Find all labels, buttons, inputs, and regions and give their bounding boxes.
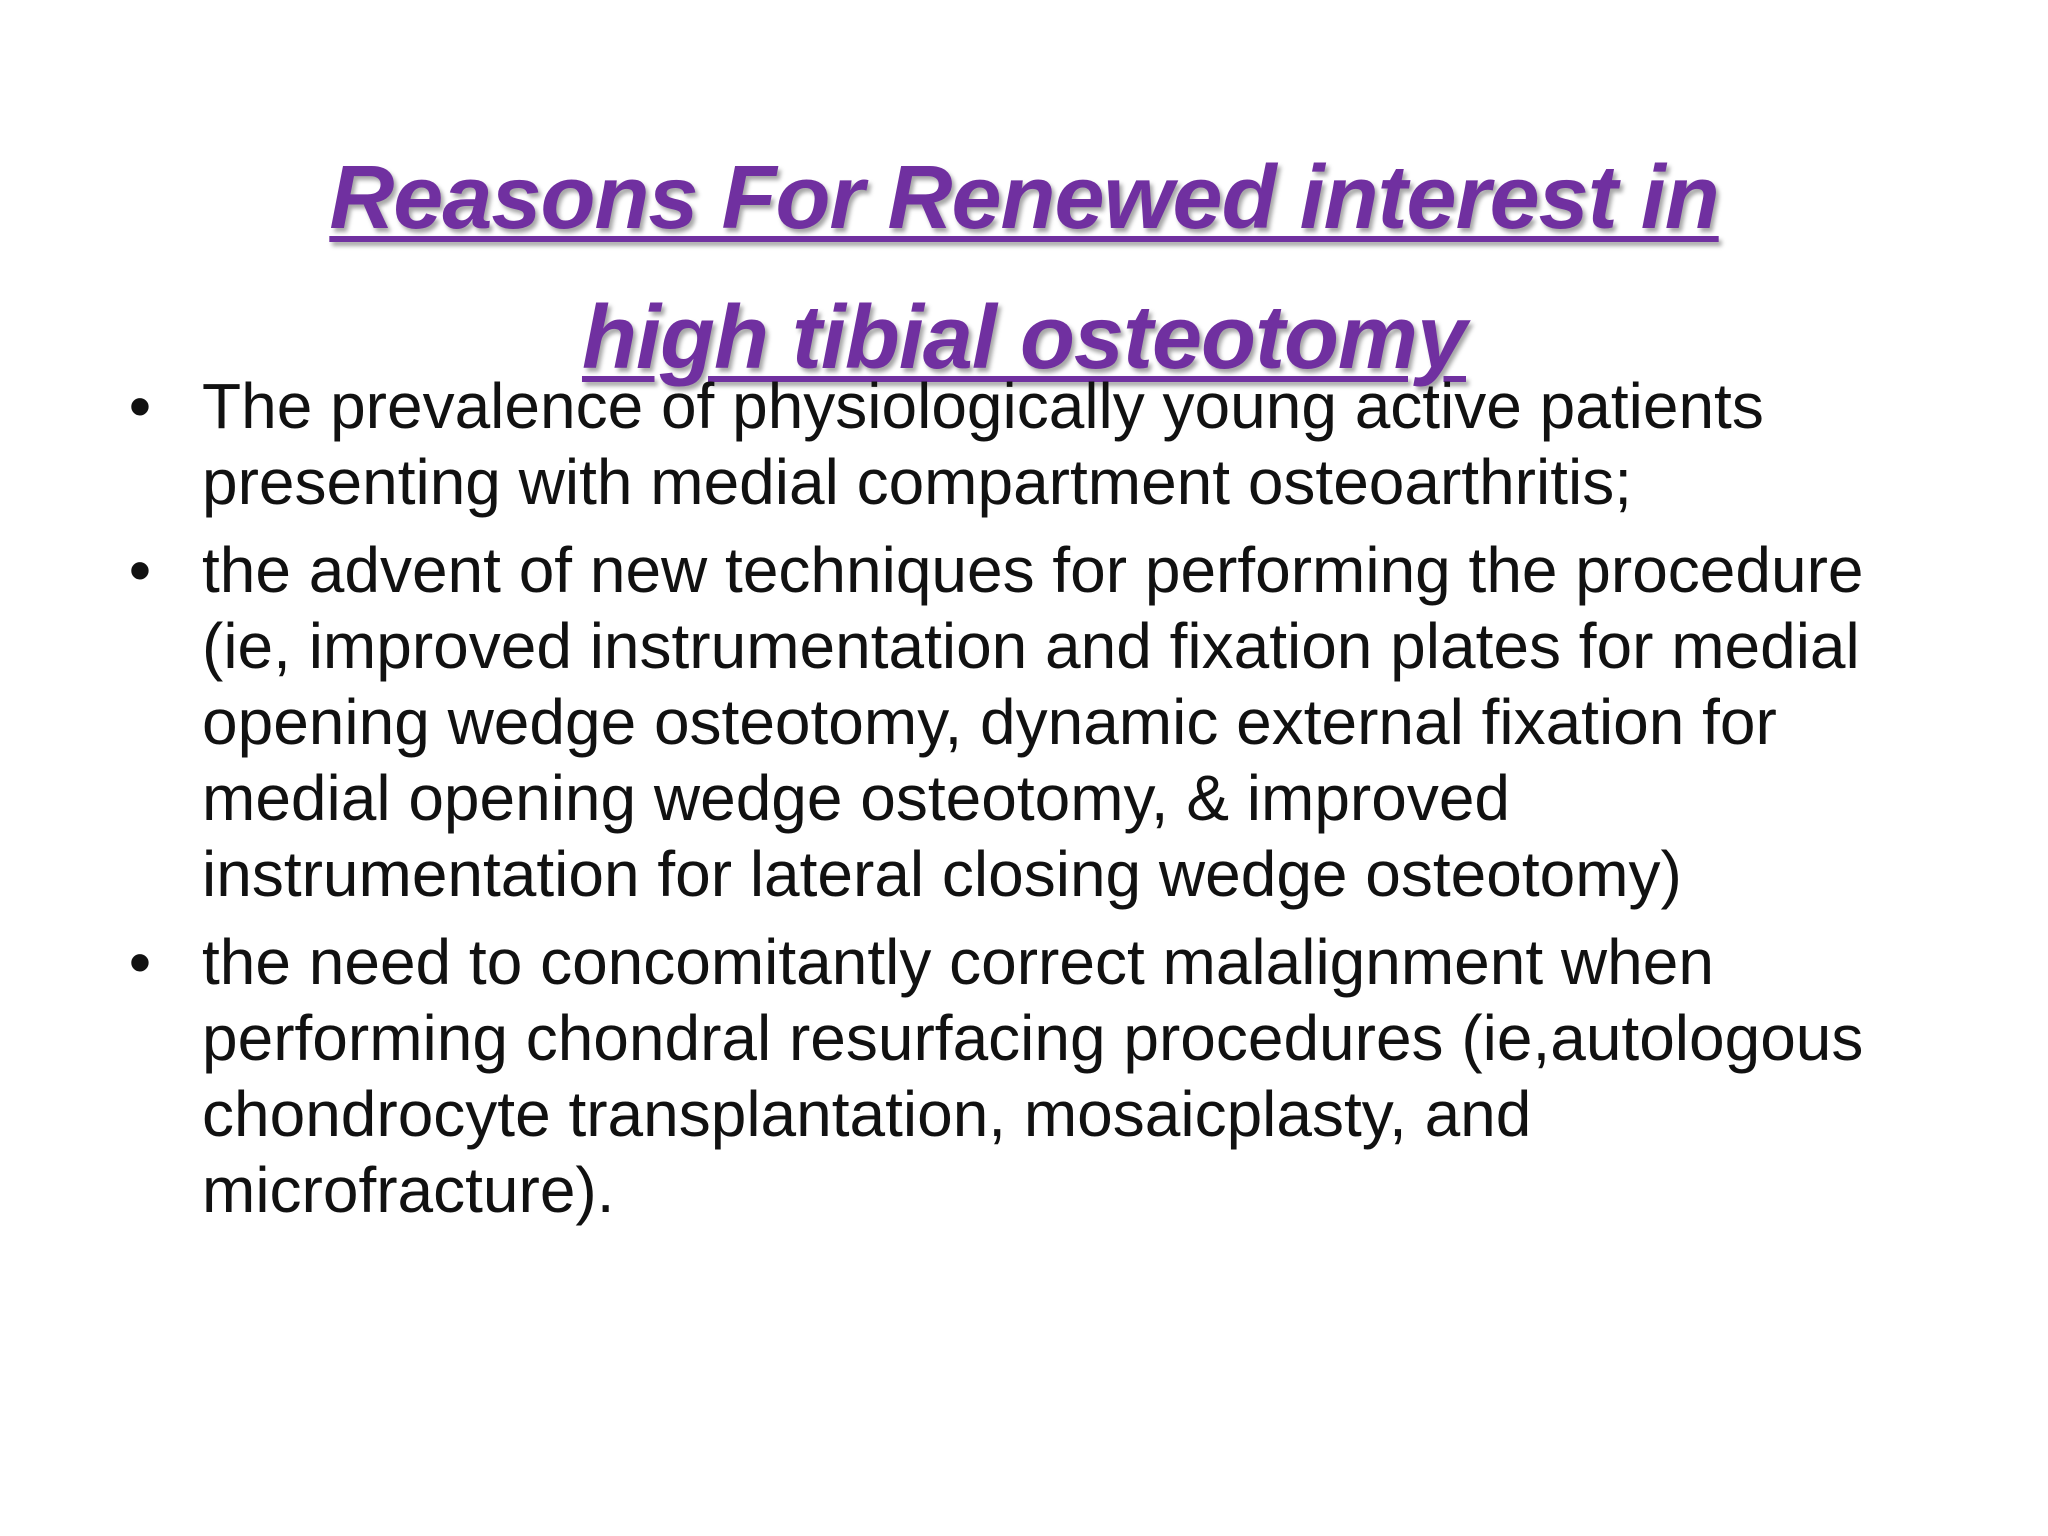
- bullet-item-3: [120, 924, 1960, 1228]
- bullet-item-1: [120, 368, 1960, 520]
- bullet-list: [120, 368, 1960, 1240]
- title-line-2: high tibial osteotomy: [581, 288, 1466, 389]
- bullet-icon: •: [128, 534, 152, 606]
- bullet-text-1: The prevalence of physiologically young active patients presenting with medial compartment osteoarthritis;: [202, 370, 1764, 518]
- bullet-icon: •: [128, 926, 152, 998]
- bullet-icon: •: [128, 370, 152, 442]
- slide-title: [0, 128, 2048, 408]
- bullet-item-2: [120, 532, 1960, 912]
- title-line-1: Reasons For Renewed interest in: [329, 148, 1719, 249]
- bullet-text-2: the advent of new techniques for performing the procedure (ie, improved instrumentation and fixation plates for medial opening wedge osteotomy, dynamic external fixation for medial opening wedge osteotomy, & improved instrumentation for lateral closing wedge osteotomy): [202, 534, 1864, 910]
- bullet-text-3: the need to concomitantly correct malalignment when performing chondral resurfacing procedures (ie,autologous chondrocyte transplantation, mosaicplasty, and microfracture).: [202, 926, 1864, 1226]
